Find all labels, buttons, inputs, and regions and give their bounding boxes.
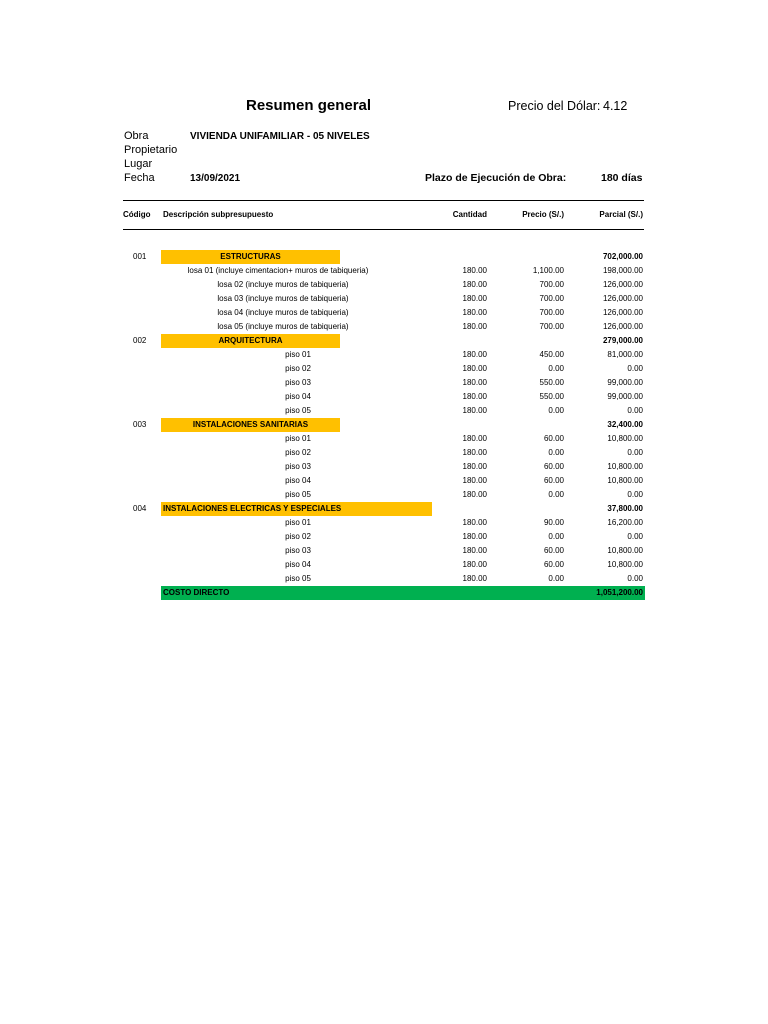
row-precio: 0.00 — [548, 364, 564, 373]
fecha-label: Fecha — [124, 172, 155, 184]
table-row — [0, 474, 768, 488]
row-precio: 700.00 — [539, 322, 564, 331]
row-precio: 1,100.00 — [532, 266, 564, 275]
row-precio: 0.00 — [548, 406, 564, 415]
row-parcial: 10,800.00 — [607, 462, 643, 471]
row-parcial: 32,400.00 — [607, 420, 643, 429]
row-parcial: 0.00 — [627, 406, 643, 415]
row-precio: 0.00 — [548, 574, 564, 583]
row-precio: 550.00 — [539, 392, 564, 401]
row-description: piso 03 — [285, 462, 311, 471]
table-row — [0, 376, 768, 390]
row-parcial: 99,000.00 — [607, 378, 643, 387]
group-title: ESTRUCTURAS — [220, 252, 281, 261]
row-parcial: 0.00 — [627, 532, 643, 541]
header-bottom-rule — [123, 229, 644, 230]
row-parcial: 10,800.00 — [607, 560, 643, 569]
table-row — [0, 404, 768, 418]
table-row — [0, 348, 768, 362]
row-cantidad: 180.00 — [462, 448, 487, 457]
group-title: ARQUITECTURA — [218, 336, 283, 345]
row-precio: 700.00 — [539, 294, 564, 303]
row-parcial: 16,200.00 — [607, 518, 643, 527]
plazo-value: 180 días — [601, 172, 643, 184]
table-row — [0, 530, 768, 544]
row-code: 001 — [133, 252, 147, 261]
table-row — [0, 558, 768, 572]
column-header-codigo: Código — [123, 210, 151, 219]
column-header-descripcion: Descripción subpresupuesto — [163, 210, 274, 219]
dollar-price-value: 4.12 — [603, 99, 628, 113]
row-description: piso 04 — [285, 392, 311, 401]
row-precio: 700.00 — [539, 280, 564, 289]
row-description: losa 02 (incluye muros de tabiqueria) — [217, 280, 349, 289]
row-parcial: 0.00 — [627, 448, 643, 457]
total-value: 1,051,200.00 — [596, 588, 643, 597]
row-precio: 0.00 — [548, 490, 564, 499]
row-parcial: 10,800.00 — [607, 546, 643, 555]
row-precio: 60.00 — [543, 434, 564, 443]
row-cantidad: 180.00 — [462, 406, 487, 415]
dollar-price-label: Precio del Dólar: — [508, 99, 601, 113]
row-cantidad: 180.00 — [462, 490, 487, 499]
table-row — [0, 460, 768, 474]
row-description: piso 05 — [285, 490, 311, 499]
table-row — [0, 264, 768, 278]
row-precio: 0.00 — [548, 448, 564, 457]
row-cantidad: 180.00 — [462, 294, 487, 303]
row-parcial: 126,000.00 — [602, 280, 643, 289]
row-cantidad: 180.00 — [462, 266, 487, 275]
row-precio: 60.00 — [543, 462, 564, 471]
row-precio: 700.00 — [539, 308, 564, 317]
row-parcial: 198,000.00 — [602, 266, 643, 275]
plazo-label: Plazo de Ejecución de Obra: — [425, 172, 567, 184]
row-cantidad: 180.00 — [462, 518, 487, 527]
column-header-cantidad: Cantidad — [452, 210, 487, 219]
row-precio: 60.00 — [543, 546, 564, 555]
row-description: piso 02 — [285, 364, 311, 373]
row-precio: 450.00 — [539, 350, 564, 359]
row-parcial: 0.00 — [627, 490, 643, 499]
row-description: piso 03 — [285, 546, 311, 555]
row-precio: 60.00 — [543, 476, 564, 485]
row-parcial: 81,000.00 — [607, 350, 643, 359]
row-description: piso 05 — [285, 406, 311, 415]
group-title: INSTALACIONES ELECTRICAS Y ESPECIALES — [163, 504, 342, 513]
row-cantidad: 180.00 — [462, 434, 487, 443]
row-precio: 550.00 — [539, 378, 564, 387]
row-cantidad: 180.00 — [462, 364, 487, 373]
group-row — [0, 418, 768, 432]
row-cantidad: 180.00 — [462, 280, 487, 289]
row-description: losa 04 (incluye muros de tabiqueria) — [217, 308, 349, 317]
row-parcial: 126,000.00 — [602, 308, 643, 317]
row-description: piso 03 — [285, 378, 311, 387]
group-title: INSTALACIONES SANITARIAS — [192, 420, 309, 429]
row-description: piso 02 — [285, 532, 311, 541]
budget-table — [0, 250, 768, 600]
row-description: piso 01 — [285, 350, 311, 359]
group-row — [0, 502, 768, 516]
column-header-precio: Precio (S/.) — [522, 210, 564, 219]
row-cantidad: 180.00 — [462, 322, 487, 331]
row-parcial: 10,800.00 — [607, 434, 643, 443]
row-parcial: 279,000.00 — [602, 336, 643, 345]
row-parcial: 37,800.00 — [607, 504, 643, 513]
table-row — [0, 446, 768, 460]
table-row — [0, 390, 768, 404]
obra-value: VIVIENDA UNIFAMILIAR - 05 NIVELES — [190, 131, 370, 142]
table-row — [0, 572, 768, 586]
table-row — [0, 292, 768, 306]
row-parcial: 126,000.00 — [602, 322, 643, 331]
total-label: COSTO DIRECTO — [163, 588, 230, 597]
group-row — [0, 334, 768, 348]
row-parcial: 0.00 — [627, 364, 643, 373]
row-parcial: 702,000.00 — [602, 252, 643, 261]
row-parcial: 99,000.00 — [607, 392, 643, 401]
column-header-parcial: Parcial (S/.) — [599, 210, 643, 219]
table-row — [0, 320, 768, 334]
row-cantidad: 180.00 — [462, 546, 487, 555]
row-code: 002 — [133, 336, 147, 345]
document-title: Resumen general — [246, 97, 372, 114]
row-cantidad: 180.00 — [462, 476, 487, 485]
row-description: piso 04 — [285, 476, 311, 485]
table-row — [0, 306, 768, 320]
row-cantidad: 180.00 — [462, 560, 487, 569]
table-row — [0, 544, 768, 558]
row-cantidad: 180.00 — [462, 392, 487, 401]
row-precio: 0.00 — [548, 532, 564, 541]
row-code: 004 — [133, 504, 147, 513]
row-parcial: 0.00 — [627, 574, 643, 583]
row-description: piso 01 — [285, 518, 311, 527]
total-row — [0, 586, 768, 600]
table-row — [0, 516, 768, 530]
row-cantidad: 180.00 — [462, 378, 487, 387]
total-band — [161, 586, 645, 600]
table-row — [0, 278, 768, 292]
table-row — [0, 488, 768, 502]
row-cantidad: 180.00 — [462, 308, 487, 317]
row-cantidad: 180.00 — [462, 462, 487, 471]
row-description: piso 01 — [285, 434, 311, 443]
fecha-value: 13/09/2021 — [190, 173, 241, 184]
propietario-label: Propietario — [124, 144, 178, 156]
row-description: losa 05 (incluye muros de tabiqueria) — [217, 322, 349, 331]
row-description: piso 04 — [285, 560, 311, 569]
row-cantidad: 180.00 — [462, 574, 487, 583]
row-parcial: 10,800.00 — [607, 476, 643, 485]
group-row — [0, 250, 768, 264]
row-description: losa 01 (incluye cimentacion+ muros de tabiqueria) — [187, 266, 369, 275]
row-description: piso 02 — [285, 448, 311, 457]
row-description: piso 05 — [285, 574, 311, 583]
lugar-label: Lugar — [124, 158, 153, 170]
obra-label: Obra — [124, 130, 149, 142]
header-top-rule — [123, 200, 644, 201]
row-description: losa 03 (incluye muros de tabiqueria) — [217, 294, 349, 303]
row-cantidad: 180.00 — [462, 532, 487, 541]
row-precio: 60.00 — [543, 560, 564, 569]
table-row — [0, 362, 768, 376]
table-row — [0, 432, 768, 446]
row-precio: 90.00 — [543, 518, 564, 527]
row-parcial: 126,000.00 — [602, 294, 643, 303]
row-cantidad: 180.00 — [462, 350, 487, 359]
row-code: 003 — [133, 420, 147, 429]
